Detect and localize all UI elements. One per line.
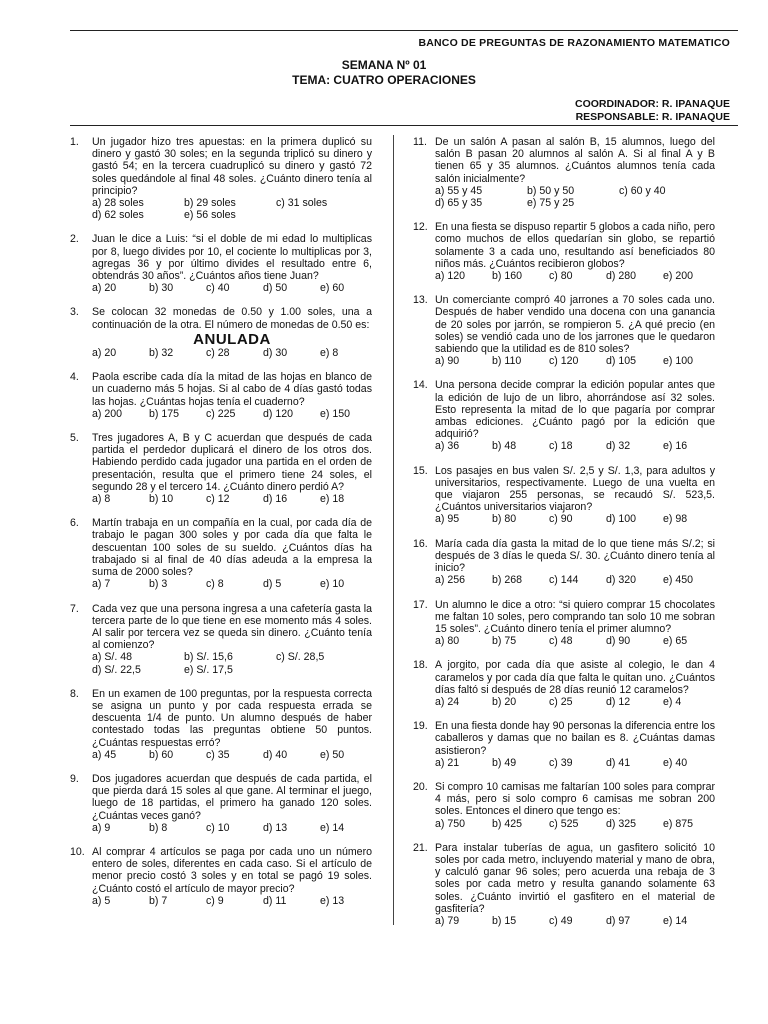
answer-options bbox=[435, 696, 715, 708]
answer-option: b) 50 y 50 bbox=[527, 184, 575, 197]
answer-options bbox=[435, 355, 715, 367]
question-text: Paola escribe cada día la mitad de las hojas en blanco de un cuaderno más 5 hojas. Si al cabo de 4 días gastó todas las hojas. ¿Cuántas hojas tenía el cuaderno? bbox=[92, 371, 372, 408]
question-text: Se colocan 32 monedas de 0.50 y 1.00 soles, una a continuación de la otra. El número de monedas de 0.50 es: bbox=[92, 306, 372, 331]
answer-option: d) 320 bbox=[606, 574, 637, 587]
question-item bbox=[70, 136, 372, 221]
answer-option: e) 13 bbox=[320, 894, 345, 907]
answer-option: d) 30 bbox=[263, 347, 288, 360]
question-item bbox=[413, 221, 715, 282]
answer-option: b) 80 bbox=[492, 513, 517, 526]
right-column bbox=[413, 136, 715, 939]
answer-option: d) 62 soles bbox=[92, 209, 144, 222]
answer-option: c) 48 bbox=[549, 635, 573, 648]
answer-option: b) 60 bbox=[149, 748, 174, 761]
answer-option: c) 35 bbox=[206, 748, 230, 761]
answer-option: b) 7 bbox=[149, 894, 168, 907]
answer-option: c) 90 bbox=[549, 513, 573, 526]
question-text: En una fiesta donde hay 90 personas la diferencia entre los caballeros y damas que no bailan es 8. ¿Cuántas damas asistieron? bbox=[435, 720, 715, 757]
question-number: 4. bbox=[70, 371, 79, 384]
question-text: De un salón A pasan al salón B, 15 alumnos, luego del salón B pasan 20 alumnos al salón A. Si al final A y B tienen 65 y 35 alumnos. ¿Cuántos alumnos tenía cada salón inicialmente? bbox=[435, 136, 715, 185]
answer-option: a) 8 bbox=[92, 493, 111, 506]
answer-option: b) 175 bbox=[149, 407, 180, 420]
question-body bbox=[92, 603, 372, 676]
answer-option: d) 40 bbox=[263, 748, 288, 761]
answer-option: a) 28 soles bbox=[92, 197, 144, 210]
question-number: 8. bbox=[70, 687, 79, 700]
question-body bbox=[92, 306, 372, 359]
question-number: 2. bbox=[70, 233, 79, 246]
answer-option: c) 40 bbox=[206, 282, 230, 295]
question-number: 7. bbox=[70, 602, 79, 615]
answer-option: e) 100 bbox=[663, 355, 694, 368]
question-item bbox=[413, 720, 715, 769]
answer-option: e) 875 bbox=[663, 817, 694, 830]
question-body bbox=[92, 517, 372, 590]
left-column bbox=[70, 136, 372, 919]
answer-option: c) 8 bbox=[206, 578, 224, 591]
answer-options bbox=[92, 895, 372, 907]
answer-options bbox=[92, 822, 372, 834]
answer-option: e) S/. 17,5 bbox=[184, 663, 233, 676]
answer-option: e) 75 y 25 bbox=[527, 197, 575, 210]
question-body bbox=[435, 136, 715, 209]
question-number: 12. bbox=[413, 221, 428, 234]
question-item bbox=[413, 781, 715, 830]
question-body bbox=[92, 773, 372, 834]
answer-option: d) 41 bbox=[606, 756, 631, 769]
question-number: 20. bbox=[413, 780, 428, 793]
answer-options bbox=[435, 757, 715, 769]
answer-option: e) 50 bbox=[320, 748, 345, 761]
answer-option: b) 160 bbox=[492, 270, 523, 283]
answer-options bbox=[435, 185, 715, 209]
answer-option: c) 12 bbox=[206, 493, 230, 506]
question-item bbox=[70, 432, 372, 505]
column-divider bbox=[393, 135, 394, 925]
question-text: Un jugador hizo tres apuestas: en la primera duplicó su dinero y gastó 30 soles; en la segunda triplicó su dinero y gastó 54; en la tercera cuadruplicó su dinero y gastó 72 soles quedándole al final 48 soles. ¿Cuánto dinero tenía al principio? bbox=[92, 136, 372, 197]
answer-option: a) 200 bbox=[92, 407, 123, 420]
answer-option: d) 100 bbox=[606, 513, 637, 526]
question-item bbox=[70, 846, 372, 907]
question-text: Tres jugadores A, B y C acuerdan que después de cada partida el perdedor duplicará el dinero de los otros dos. Habiendo perdido cada jugador una partida en el orden de presentación, resulta que el primero tiene 24 soles, el segundo 28 y el tercero 14. ¿Cuánto dinero perdió A? bbox=[92, 432, 372, 493]
question-number: 5. bbox=[70, 432, 79, 445]
question-body bbox=[435, 659, 715, 708]
question-item bbox=[70, 688, 372, 761]
answer-options bbox=[435, 270, 715, 282]
answer-option: c) 80 bbox=[549, 270, 573, 283]
answer-option: c) 28 bbox=[206, 347, 230, 360]
question-text: Dos jugadores acuerdan que después de cada partida, el que pierda dará 15 soles al que gane. Al terminar el juego, luego de 18 partidas, el primero ha ganado 120 soles. ¿Cuántas veces ganó? bbox=[92, 772, 372, 822]
answer-option: e) 56 soles bbox=[184, 209, 236, 222]
answer-options bbox=[435, 635, 715, 647]
question-number: 6. bbox=[70, 517, 79, 530]
question-item bbox=[413, 599, 715, 648]
answer-option: d) 97 bbox=[606, 914, 631, 927]
answer-option: c) 225 bbox=[206, 407, 236, 420]
coordinador-label: COORDINADOR: R. IPANAQUE bbox=[575, 98, 730, 110]
question-body bbox=[92, 688, 372, 761]
answer-option: b) 10 bbox=[149, 493, 174, 506]
semana-title: SEMANA Nº 01 bbox=[341, 58, 427, 72]
header-bottom-rule bbox=[70, 125, 738, 126]
answer-option: b) 3 bbox=[149, 578, 168, 591]
answer-option: e) 98 bbox=[663, 513, 688, 526]
question-text: Un alumno le dice a otro: “si quiero comprar 15 chocolates me faltan 10 soles, pero comprando tan solo 10 me sobran 15 soles”. ¿Cuánto dinero tenía el primer alumno? bbox=[435, 598, 715, 635]
answer-option: a) 36 bbox=[435, 440, 460, 453]
answer-option: e) 16 bbox=[663, 440, 688, 453]
answer-option: c) 25 bbox=[549, 695, 573, 708]
answer-option: e) 40 bbox=[663, 756, 688, 769]
question-item bbox=[70, 773, 372, 834]
answer-option: d) 90 bbox=[606, 635, 631, 648]
answer-option: d) 325 bbox=[606, 817, 637, 830]
coordinator-block bbox=[575, 98, 730, 124]
header-top-rule bbox=[70, 30, 738, 31]
answer-options bbox=[92, 347, 372, 359]
answer-option: b) 30 bbox=[149, 282, 174, 295]
question-body bbox=[92, 371, 372, 420]
answer-option: b) 15 bbox=[492, 914, 517, 927]
answer-option: c) 120 bbox=[549, 355, 579, 368]
answer-option: c) 39 bbox=[549, 756, 573, 769]
answer-option: a) 120 bbox=[435, 270, 466, 283]
question-item bbox=[70, 233, 372, 294]
answer-option: b) 425 bbox=[492, 817, 523, 830]
question-item bbox=[413, 659, 715, 708]
question-body bbox=[92, 233, 372, 294]
question-number: 16. bbox=[413, 537, 428, 550]
question-body bbox=[92, 846, 372, 907]
question-body bbox=[435, 599, 715, 648]
answer-option: c) 10 bbox=[206, 821, 230, 834]
answer-option: b) 20 bbox=[492, 695, 517, 708]
answer-options bbox=[92, 493, 372, 505]
question-text: Para instalar tuberías de agua, un gasfitero solicitó 10 soles por cada metro, incluyendo material y mano de obra, y calculó ganar 96 soles; pero acuerda una rebaja de 3 soles por cada metro y resulta ganando solamente 63 soles. ¿Cuánto invirtió el gasfitero en el material de gasfitería? bbox=[435, 841, 715, 915]
answer-options bbox=[435, 915, 715, 927]
question-text: María cada día gasta la mitad de lo que tiene más S/.2; si después de 3 días le queda S/. 30. ¿Cuánto dinero tenía al inicio? bbox=[435, 537, 715, 575]
question-body bbox=[92, 136, 372, 221]
answer-options bbox=[435, 513, 715, 525]
question-body bbox=[435, 294, 715, 367]
answer-options bbox=[92, 197, 372, 221]
question-number: 21. bbox=[413, 841, 428, 854]
question-text: Martín trabaja en un compañía en la cual, por cada día de trabajo le pagan 300 soles y por cada día que falta le descuentan 100 soles de su sueldo. ¿Cuántos días ha trabajado si al final de 40 días adeuda a la empresa la suma de 2000 soles? bbox=[92, 517, 372, 579]
question-item bbox=[413, 842, 715, 927]
answer-option: e) 18 bbox=[320, 493, 345, 506]
answer-option: e) 60 bbox=[320, 282, 345, 295]
answer-option: b) 49 bbox=[492, 756, 517, 769]
answer-option: b) 110 bbox=[492, 355, 522, 368]
question-item bbox=[70, 306, 372, 359]
question-text: En una fiesta se dispuso repartir 5 globos a cada niño, pero como muchos de ellos quedarían sin globo, se repartió solamente 3 a cada uno, resultando así beneficiados 80 niños más. ¿Cuántos recibieron globos? bbox=[435, 221, 715, 270]
tema-title: TEMA: CUATRO OPERACIONES bbox=[292, 73, 476, 87]
question-body bbox=[435, 465, 715, 526]
question-body bbox=[435, 842, 715, 927]
answer-option: a) 80 bbox=[435, 635, 460, 648]
answer-options bbox=[435, 440, 715, 452]
answer-option: a) 95 bbox=[435, 513, 460, 526]
question-text: Juan le dice a Luis: “si el doble de mi edad lo multiplicas por 8, luego divides por 10, el cociente lo multiplicas por 3, agregas 36 y por último divides el resultado entre 6, obtendrás 30 años”. ¿Cuántos años tiene Juan? bbox=[92, 233, 372, 283]
answer-options bbox=[92, 578, 372, 590]
answer-option: b) 48 bbox=[492, 440, 517, 453]
question-body bbox=[435, 781, 715, 830]
answer-option: c) 525 bbox=[549, 817, 579, 830]
answer-option: e) 65 bbox=[663, 635, 688, 648]
question-number: 10. bbox=[70, 845, 85, 858]
answer-option: a) 5 bbox=[92, 894, 111, 907]
question-text: Los pasajes en bus valen S/. 2,5 y S/. 1,3, para adultos y universitarios, respectivamente. Luego de una vuelta en que viajaron 255 personas, se recaudó S/. 523,5. ¿Cuántos universitarios viajaron? bbox=[435, 464, 715, 514]
answer-option: a) 9 bbox=[92, 821, 111, 834]
question-body bbox=[92, 432, 372, 505]
answer-option: d) 120 bbox=[263, 407, 294, 420]
answer-option: a) 20 bbox=[92, 282, 117, 295]
question-number: 3. bbox=[70, 306, 79, 319]
answer-option: c) 49 bbox=[549, 914, 573, 927]
question-number: 17. bbox=[413, 598, 428, 611]
answer-options bbox=[92, 749, 372, 761]
answer-option: d) 11 bbox=[263, 894, 287, 907]
answer-option: b) 75 bbox=[492, 635, 517, 648]
bank-title: BANCO DE PREGUNTAS DE RAZONAMIENTO MATEMATICO bbox=[418, 37, 730, 49]
answer-option: c) 31 soles bbox=[276, 197, 328, 210]
answer-option: c) 18 bbox=[549, 440, 573, 453]
answer-option: d) 280 bbox=[606, 270, 637, 283]
answer-option: a) 24 bbox=[435, 695, 460, 708]
annulled-note: ANULADA bbox=[193, 330, 271, 348]
question-text: Un comerciante compró 40 jarrones a 70 soles cada uno. Después de haber vendido una docena con una ganancia de 20 soles por jarrón, se rompieron 5. ¿A qué precio (en soles) se vendió cada uno de los jarrones que le quedaron sabiendo que la utilidad es de 810 soles? bbox=[435, 294, 715, 356]
answer-option: b) S/. 15,6 bbox=[184, 651, 233, 664]
answer-option: e) 10 bbox=[320, 578, 345, 591]
question-text: A jorgito, por cada día que asiste al colegio, le dan 4 caramelos y por cada día que falta le quitan uno. ¿Cuántos días faltó si después de 28 días reunió 12 caramelos? bbox=[435, 659, 715, 696]
question-body bbox=[435, 379, 715, 452]
answer-option: a) S/. 48 bbox=[92, 651, 133, 664]
answer-option: d) 32 bbox=[606, 440, 631, 453]
question-number: 11. bbox=[413, 136, 427, 148]
question-body bbox=[435, 538, 715, 587]
answer-option: b) 268 bbox=[492, 574, 523, 587]
answer-option: b) 8 bbox=[149, 821, 168, 834]
question-item bbox=[413, 294, 715, 367]
answer-option: a) 79 bbox=[435, 914, 460, 927]
question-number: 14. bbox=[413, 379, 428, 392]
answer-option: a) 21 bbox=[435, 756, 460, 769]
question-item bbox=[413, 379, 715, 452]
answer-option: e) 14 bbox=[663, 914, 688, 927]
question-item bbox=[70, 371, 372, 420]
answer-option: b) 29 soles bbox=[184, 197, 236, 210]
question-item bbox=[70, 517, 372, 590]
question-item bbox=[70, 603, 372, 676]
answer-option: a) 45 bbox=[92, 748, 117, 761]
question-text: Una persona decide comprar la edición popular antes que la edición de lujo de un libro, ahorrándose así 32 soles. Esto representa la mitad de lo que pagaría por comprar ambas ediciones. ¿Cuánto pagó por la edición que adquirió? bbox=[435, 379, 715, 441]
answer-option: c) 60 y 40 bbox=[619, 184, 666, 197]
question-number: 19. bbox=[413, 720, 428, 733]
answer-option: e) 200 bbox=[663, 270, 694, 283]
answer-option: d) 65 y 35 bbox=[435, 197, 483, 210]
question-item bbox=[413, 136, 715, 209]
answer-option: b) 32 bbox=[149, 347, 174, 360]
answer-option: d) 105 bbox=[606, 355, 637, 368]
answer-option: e) 8 bbox=[320, 347, 339, 360]
answer-option: a) 90 bbox=[435, 355, 460, 368]
answer-option: e) 4 bbox=[663, 695, 682, 708]
answer-option: a) 7 bbox=[92, 578, 111, 591]
answer-option: d) 5 bbox=[263, 578, 282, 591]
question-body bbox=[435, 221, 715, 282]
answer-option: e) 150 bbox=[320, 407, 351, 420]
question-number: 1. bbox=[70, 136, 79, 148]
answer-options bbox=[435, 574, 715, 586]
answer-options bbox=[435, 818, 715, 830]
answer-option: c) 144 bbox=[549, 574, 579, 587]
question-number: 9. bbox=[70, 772, 79, 785]
question-text: Al comprar 4 artículos se paga por cada uno un número entero de soles, diferentes en cada caso. Si el artículo de menor precio costó 3 soles y en total se pagó 19 soles. ¿Cuánto costó el artículo de mayor precio? bbox=[92, 845, 372, 895]
answer-option: d) 12 bbox=[606, 695, 631, 708]
answer-option: a) 750 bbox=[435, 817, 466, 830]
question-text: En un examen de 100 preguntas, por la respuesta correcta se asigna un punto y por cada respuesta errada se descuenta 1/4 de punto. Un alumno después de haber contestado todas las preguntas obtiene 50 puntos. ¿Cuántas respuestas erró? bbox=[92, 687, 372, 749]
question-body bbox=[435, 720, 715, 769]
question-item bbox=[413, 465, 715, 526]
answer-option: c) S/. 28,5 bbox=[276, 651, 325, 664]
answer-option: a) 55 y 45 bbox=[435, 184, 483, 197]
question-number: 13. bbox=[413, 294, 428, 307]
question-item bbox=[413, 538, 715, 587]
question-text: Cada vez que una persona ingresa a una cafetería gasta la tercera parte de lo que tiene en ese momento más 4 soles. Al salir por tercera vez se queda sin dinero. ¿Cuánto tenía al comienzo? bbox=[92, 602, 372, 652]
answer-option: c) 9 bbox=[206, 894, 224, 907]
question-number: 15. bbox=[413, 464, 428, 477]
question-number: 18. bbox=[413, 659, 428, 672]
question-text: Si compro 10 camisas me faltarían 100 soles para comprar 4 más, pero si solo compro 6 camisas me sobran 200 soles. Entonces el dinero que tengo es: bbox=[435, 780, 715, 818]
answer-option: e) 450 bbox=[663, 574, 694, 587]
answer-options bbox=[92, 282, 372, 294]
answer-option: d) 16 bbox=[263, 493, 288, 506]
answer-option: a) 256 bbox=[435, 574, 466, 587]
answer-option: d) S/. 22,5 bbox=[92, 663, 141, 676]
responsable-label: RESPONSABLE: R. IPANAQUE bbox=[575, 111, 730, 123]
answer-option: a) 20 bbox=[92, 347, 117, 360]
answer-option: e) 14 bbox=[320, 821, 345, 834]
answer-options bbox=[92, 651, 372, 675]
answer-option: d) 50 bbox=[263, 282, 288, 295]
answer-options bbox=[92, 408, 372, 420]
answer-option: d) 13 bbox=[263, 821, 288, 834]
